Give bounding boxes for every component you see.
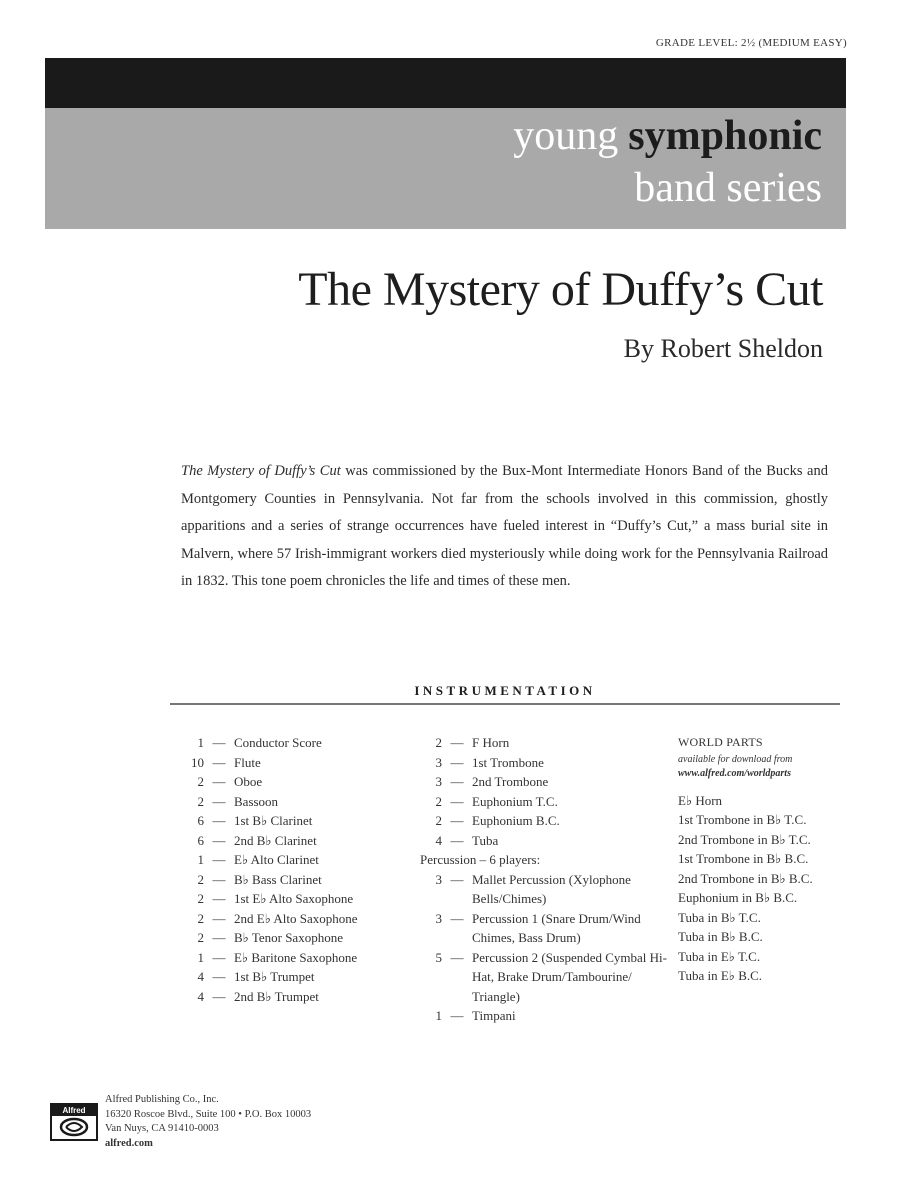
instrument-row	[420, 792, 670, 812]
part-name: 1st Trombone	[472, 754, 544, 770]
part-name: Conductor Score	[234, 735, 322, 750]
part-name: Euphonium B.C.	[472, 813, 560, 828]
world-parts-column	[678, 733, 843, 986]
grade-level: GRADE LEVEL: 2½ (MEDIUM EASY)	[655, 37, 847, 49]
instrument-row	[420, 733, 670, 753]
publisher-name: Alfred Publishing Co., Inc.	[105, 1094, 219, 1105]
part-dash: —	[212, 910, 226, 926]
part-quantity: 2	[197, 930, 204, 945]
instrument-row	[170, 948, 410, 968]
piece-title: The Mystery of Duffy’s Cut	[298, 263, 823, 316]
part-name: 1st B♭ Clarinet	[234, 813, 313, 828]
part-name: 2nd B♭ Trumpet	[234, 988, 319, 1004]
publisher-address-line1: 16320 Roscoe Blvd., Suite 100 • P.O. Box 10003	[105, 1108, 312, 1120]
part-dash: —	[212, 930, 226, 945]
part-quantity: 10	[191, 754, 204, 770]
part-dash: —	[212, 754, 226, 770]
world-parts-url[interactable]: www.alfred.com/worldparts	[678, 767, 791, 779]
publisher-address-line2: Van Nuys, CA 91410-0003	[105, 1123, 219, 1134]
part-dash: —	[212, 793, 226, 809]
instrument-row	[170, 772, 410, 792]
part-quantity: 3	[435, 774, 442, 789]
part-name: 2nd E♭ Alto Saxophone	[234, 910, 358, 926]
part-quantity: 1	[197, 735, 204, 750]
instrument-row	[170, 909, 410, 929]
world-parts-subtitle: available for download from	[678, 753, 793, 765]
world-part-item: E♭ Horn	[678, 792, 723, 808]
instrumentation-column-middle	[420, 733, 670, 1026]
instrument-row	[170, 987, 410, 1007]
part-quantity: 2	[197, 891, 204, 906]
part-name: 2nd B♭ Clarinet	[234, 832, 317, 848]
instrument-row	[170, 850, 410, 870]
world-part-item: 1st Trombone in B♭ B.C.	[678, 851, 809, 866]
world-part-item: Tuba in B♭ T.C.	[678, 909, 761, 925]
part-quantity: 2	[197, 871, 204, 887]
part-dash: —	[212, 735, 226, 750]
part-dash: —	[212, 891, 226, 906]
part-name: Timpani	[472, 1008, 516, 1023]
part-dash: —	[450, 774, 464, 789]
part-quantity: 2	[197, 910, 204, 926]
world-parts-title: WORLD PARTS	[678, 735, 763, 749]
part-dash: —	[450, 871, 464, 887]
part-name: Euphonium T.C.	[472, 793, 558, 809]
program-note	[181, 458, 828, 596]
part-name: Tuba	[472, 832, 499, 848]
part-quantity: 1	[197, 852, 204, 867]
part-dash: —	[212, 774, 226, 789]
alfred-logo-text: Alfred	[52, 1105, 96, 1116]
part-name: B♭ Tenor Saxophone	[234, 930, 343, 945]
composer-credit: By Robert Sheldon	[623, 334, 823, 363]
part-quantity: 2	[435, 793, 442, 809]
percussion-row	[420, 1006, 670, 1026]
world-part-item: 1st Trombone in B♭ T.C.	[678, 812, 807, 827]
part-dash: —	[212, 832, 226, 848]
instrument-row	[170, 792, 410, 812]
instrument-row	[170, 928, 410, 948]
part-name: 2nd Trombone	[472, 774, 549, 789]
part-name: Oboe	[234, 774, 263, 789]
part-quantity: 6	[197, 832, 204, 848]
instrument-row	[420, 772, 670, 792]
percussion-row	[420, 948, 670, 1007]
instrument-row	[420, 753, 670, 773]
header-black-bar	[45, 58, 846, 108]
part-quantity: 2	[435, 735, 442, 750]
part-dash: —	[450, 910, 464, 926]
part-dash: —	[212, 852, 226, 867]
instrument-row	[420, 811, 670, 831]
part-name: 1st E♭ Alto Saxophone	[234, 891, 354, 906]
world-part-item: Tuba in E♭ B.C.	[678, 968, 763, 983]
world-part-item: Tuba in E♭ T.C.	[678, 948, 761, 964]
series-word-young: young	[513, 113, 619, 159]
part-dash: —	[450, 832, 464, 848]
instrument-row	[170, 831, 410, 851]
world-part-item: 2nd Trombone in B♭ B.C.	[678, 870, 813, 886]
part-quantity: 5	[435, 949, 442, 965]
instrument-row	[170, 811, 410, 831]
alfred-logo	[50, 1103, 98, 1141]
part-quantity: 4	[197, 969, 204, 984]
part-quantity: 3	[435, 871, 442, 887]
part-name: E♭ Alto Clarinet	[234, 852, 319, 867]
part-name: 1st B♭ Trumpet	[234, 969, 315, 984]
part-quantity: 3	[435, 754, 442, 770]
publisher-website[interactable]: alfred.com	[105, 1137, 153, 1149]
percussion-row	[420, 870, 670, 909]
part-dash: —	[450, 1008, 464, 1023]
world-part-item: Tuba in B♭ B.C.	[678, 929, 763, 944]
percussion-row	[420, 909, 670, 948]
part-quantity: 4	[435, 832, 442, 848]
alfred-logo-emblem-icon	[58, 1117, 90, 1137]
program-note-body: was commissioned by the Bux-Mont Intermediate Honors Band of the Bucks and Montgomery Counties in Pennsylvania. Not far from the schools involved in this commission, ghostly apparitions and a series of strange occurrences have fueled interest in “Duffy’s Cut,” a mass burial site in Malvern, where 57 Irish-immigrant workers died mysteriously while doing work for the Pennsylvania Railroad in 1832. This tone poem chronicles the life and times of these men.	[181, 463, 828, 589]
part-quantity: 2	[197, 774, 204, 789]
part-dash: —	[450, 949, 464, 965]
program-note-title: The Mystery of Duffy’s Cut	[181, 463, 341, 479]
part-dash: —	[450, 754, 464, 770]
world-part-item: Euphonium in B♭ B.C.	[678, 890, 798, 905]
part-name: Percussion 1 (Snare Drum/Wind Chimes, Bass Drum)	[472, 910, 641, 945]
part-dash: —	[450, 735, 464, 750]
instrument-row	[170, 967, 410, 987]
instrument-row	[170, 753, 410, 773]
part-quantity: 6	[197, 813, 204, 828]
part-dash: —	[450, 813, 464, 828]
part-dash: —	[212, 988, 226, 1004]
instrumentation-column-left	[170, 733, 410, 1006]
part-name: Mallet Percussion (Xylophone Bells/Chimes)	[472, 871, 631, 906]
part-quantity: 3	[435, 910, 442, 926]
part-dash: —	[450, 793, 464, 809]
part-dash: —	[212, 949, 226, 965]
part-dash: —	[212, 969, 226, 984]
series-title-line2: band series	[634, 165, 822, 211]
part-name: Flute	[234, 754, 261, 770]
series-word-symphonic: symphonic	[628, 113, 822, 159]
instrumentation-heading: INSTRUMENTATION	[414, 683, 596, 698]
part-dash: —	[212, 813, 226, 828]
publisher-info	[105, 1093, 311, 1151]
part-quantity: 4	[197, 988, 204, 1004]
part-quantity: 1	[197, 949, 204, 965]
instrument-row	[170, 733, 410, 753]
part-name: Percussion 2 (Suspended Cymbal Hi-Hat, Brake Drum/Tambourine/ Triangle)	[472, 949, 667, 1004]
instrumentation-rule	[170, 703, 840, 705]
part-name: E♭ Baritone Saxophone	[234, 949, 358, 965]
part-quantity: 1	[435, 1008, 442, 1023]
part-name: F Horn	[472, 735, 510, 750]
part-quantity: 2	[197, 793, 204, 809]
world-part-item: 2nd Trombone in B♭ T.C.	[678, 831, 811, 847]
instrument-row	[170, 870, 410, 890]
part-quantity: 2	[435, 813, 442, 828]
series-title-line1	[513, 110, 822, 162]
instrument-row	[420, 831, 670, 851]
instrument-row	[170, 889, 410, 909]
part-name: Bassoon	[234, 793, 279, 809]
percussion-label: Percussion – 6 players:	[420, 852, 541, 867]
series-banner	[45, 108, 846, 229]
part-name: B♭ Bass Clarinet	[234, 871, 322, 887]
part-dash: —	[212, 871, 226, 887]
